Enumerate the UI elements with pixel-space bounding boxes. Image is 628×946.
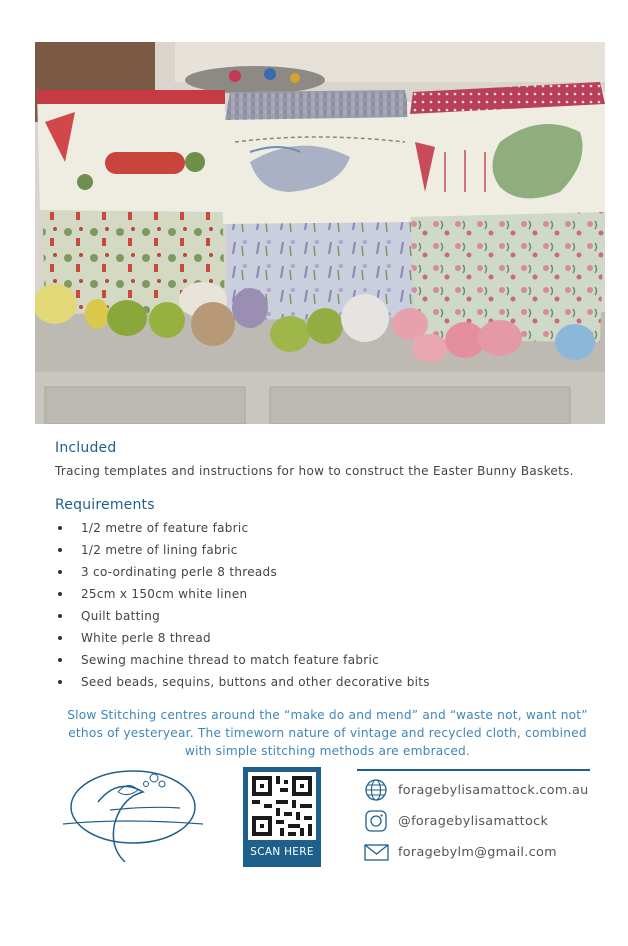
list-item: 25cm x 150cm white linen: [55, 584, 430, 606]
requirements-heading: Requirements: [55, 497, 155, 513]
email-row[interactable]: [364, 840, 557, 864]
requirements-list: [55, 518, 430, 694]
qr-label: SCAN HERE: [250, 846, 314, 858]
list-item: Sewing machine thread to match feature fabric: [55, 650, 430, 672]
mail-icon: [364, 840, 390, 864]
included-heading: Included: [55, 440, 117, 456]
instagram-row[interactable]: [364, 809, 548, 833]
instagram-handle[interactable]: @foragebylisamattock: [398, 813, 549, 829]
email-link[interactable]: foragebylm@gmail.com: [398, 844, 557, 860]
qr-code-image: [248, 772, 316, 840]
qr-code[interactable]: [243, 767, 321, 867]
website-row[interactable]: [364, 778, 589, 802]
website-link[interactable]: foragebylisamattock.com.au: [398, 782, 589, 798]
included-text: Tracing templates and instructions for how to construct the Easter Bunny Baskets.: [55, 464, 574, 478]
product-photo: [35, 42, 605, 424]
ethos-quote: Slow Stitching centres around the “make do and mend” and “waste not, want not” ethos of yesteryear. The timeworn nature of vintage and recycled cloth, combined with simple stitching methods are embraced.: [67, 708, 588, 758]
list-item: 1/2 metre of lining fabric: [55, 540, 430, 562]
list-item: Seed beads, sequins, buttons and other decorative bits: [55, 672, 430, 694]
list-item: White perle 8 thread: [55, 628, 430, 650]
contact-divider: [357, 769, 590, 771]
list-item: 3 co-ordinating perle 8 threads: [55, 562, 430, 584]
list-item: 1/2 metre of feature fabric: [55, 518, 430, 540]
list-item: Quilt batting: [55, 606, 430, 628]
globe-icon: [364, 778, 390, 802]
forage-logo: [58, 762, 208, 862]
instagram-icon: [364, 809, 390, 833]
